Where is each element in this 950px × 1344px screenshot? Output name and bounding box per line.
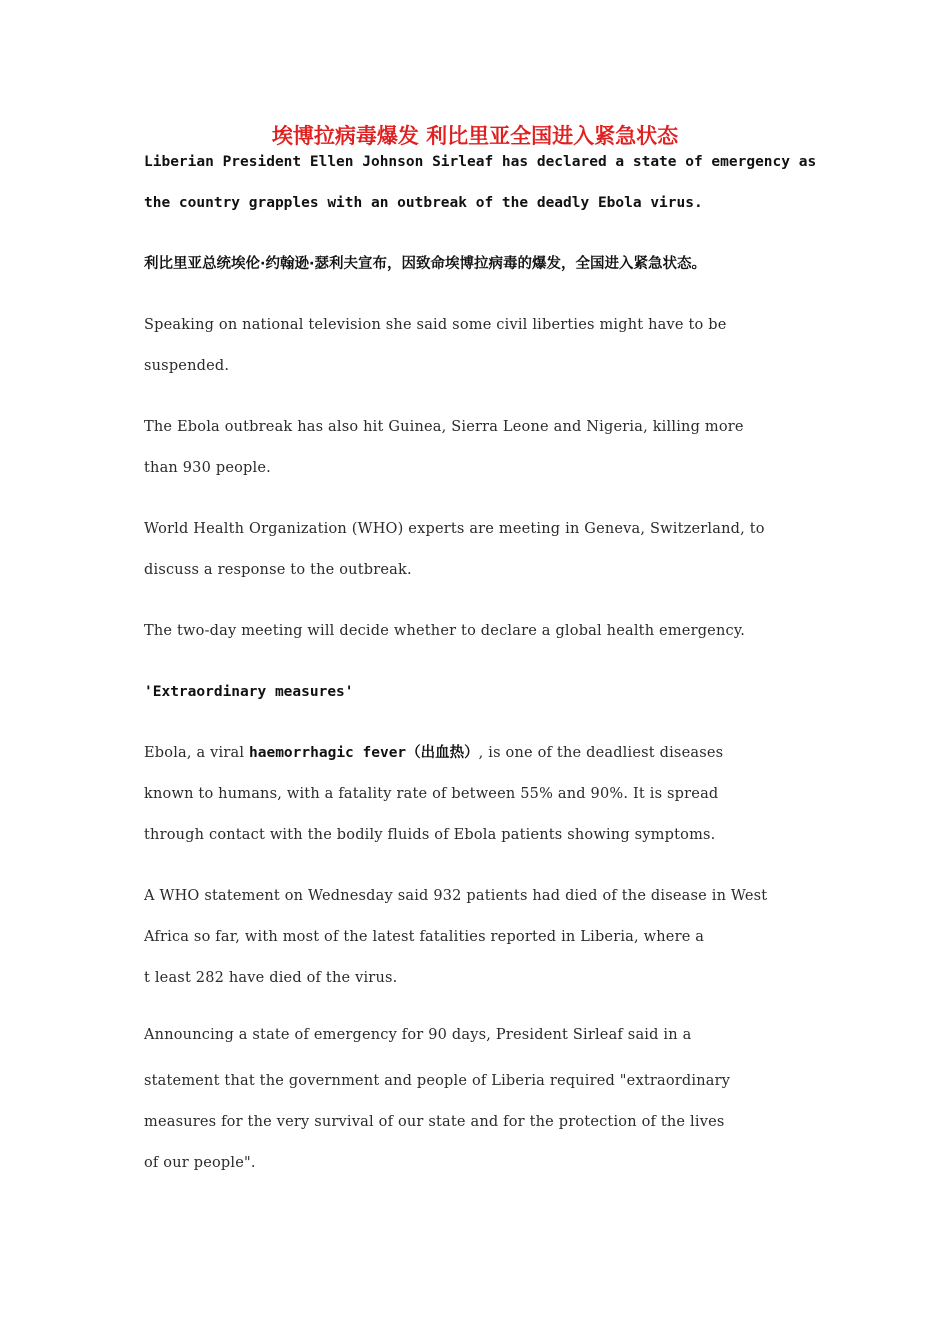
p7-line-3: measures for the very survival of our state and for the protection of the lives — [144, 1114, 725, 1130]
p6-line-3: t least 282 have died of the virus. — [144, 970, 398, 986]
p5-line-2: known to humans, with a fatality rate of between 55% and 90%. It is spread — [144, 786, 719, 802]
p5-line-1-post: , is one of the deadliest diseases — [478, 745, 724, 761]
p7-line-2: statement that the government and people of Liberia required "extraordinary — [144, 1073, 731, 1089]
subheading: 'Extraordinary measures' — [144, 684, 354, 700]
p7-line-4: of our people". — [144, 1155, 256, 1171]
p5-line-3: through contact with the bodily fluids of Ebola patients showing symptoms. — [144, 827, 716, 843]
p5-term: haemorrhagic fever（出血热） — [249, 745, 479, 761]
p5-line-1-pre: Ebola, a viral — [144, 745, 250, 761]
p7-line-1: Announcing a state of emergency for 90 days, President Sirleaf said in a — [144, 1027, 692, 1043]
p2-line-1: The Ebola outbreak has also hit Guinea, Sierra Leone and Nigeria, killing more — [144, 419, 744, 435]
p5-line-1 — [144, 743, 824, 763]
intro-cn: 利比里亚总统埃伦·约翰逊·瑟利夫宣布，因致命埃博拉病毒的爆发，全国进入紧急状态。 — [144, 256, 707, 272]
p6-line-2: Africa so far, with most of the latest fatalities reported in Liberia, where a — [144, 929, 705, 945]
p1-line-2: suspended. — [144, 358, 230, 374]
intro-en-line-1: Liberian President Ellen Johnson Sirleaf has declared a state of emergency as — [144, 154, 817, 170]
page-title: 埃博拉病毒爆发 利比里亚全国进入紧急状态 — [271, 124, 679, 148]
p6-line-1: A WHO statement on Wednesday said 932 patients had died of the disease in West — [144, 888, 768, 904]
p1-line-1: Speaking on national television she said some civil liberties might have to be — [144, 317, 727, 333]
p3-line-2: discuss a response to the outbreak. — [144, 562, 412, 578]
intro-en-line-2: the country grapples with an outbreak of the deadly Ebola virus. — [144, 195, 703, 211]
p3-line-1: World Health Organization (WHO) experts are meeting in Geneva, Switzerland, to — [144, 521, 765, 537]
p4: The two-day meeting will decide whether to declare a global health emergency. — [144, 623, 746, 639]
p2-line-2: than 930 people. — [144, 460, 271, 476]
